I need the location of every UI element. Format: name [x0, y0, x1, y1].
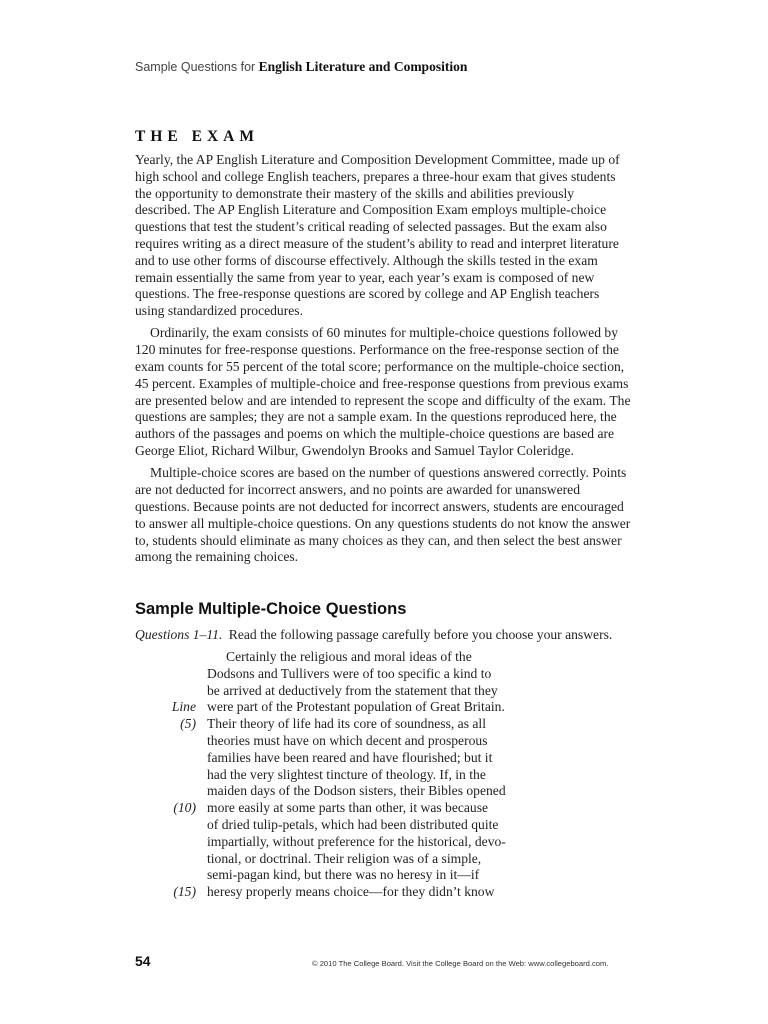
line-text: more easily at some parts than other, it was because: [207, 800, 489, 816]
line-number: [160, 767, 207, 784]
line-number: [160, 733, 207, 750]
passage-line: [160, 683, 560, 700]
line-text: families have been reared and have flourished; but it: [207, 749, 493, 765]
line-text: of dried tulip-petals, which had been distributed quite: [207, 816, 499, 832]
passage-line: [160, 817, 560, 834]
line-number: [160, 683, 207, 700]
line-number: [160, 666, 207, 683]
passage-line: [160, 867, 560, 884]
line-number: [160, 649, 207, 666]
passage-line: [160, 800, 560, 817]
passage-line: [160, 750, 560, 767]
line-number: (5): [180, 716, 196, 732]
passage-line: [160, 716, 560, 733]
line-text: be arrived at deductively from the statement that they: [207, 682, 498, 698]
header-subject: English Literature and Composition: [258, 59, 468, 74]
passage-line: [160, 783, 560, 800]
footer-copyright: © 2010 The College Board. Visit the College Board on the Web: www.collegeboard.com.: [312, 959, 609, 968]
passage-line: [160, 666, 560, 683]
passage-line: [160, 767, 560, 784]
line-text: were part of the Protestant population of Great Britain.: [207, 699, 505, 715]
line-number: [160, 817, 207, 834]
sample-questions-heading: Sample Multiple-Choice Questions: [135, 600, 407, 618]
line-text: heresy properly means choice—for they didn’t know: [207, 884, 495, 900]
paragraph-1: Yearly, the AP English Literature and Composition Development Committee, made up of high school and college English teachers, prepares a three-hour exam that gives students the opportunity to demonstrate their mastery of the skills and abilities previously described. The AP English Literature and Composition Exam employs multiple-choice questions that test the student’s critical reading of selected passages. But the exam also requires writing as a direct measure of the student’s ability to read and interpret literature and to use other forms of discourse effectively. Although the skills tested in the exam remain essentially the same from year to year, each year’s exam is composed of new questions. The free-response questions are scored by college and AP English teachers using standardized procedures.: [135, 152, 620, 319]
line-number: [160, 867, 207, 884]
line-text: had the very slightest tincture of theology. If, in the: [207, 766, 486, 782]
line-text: theories must have on which decent and prosperous: [207, 732, 488, 748]
running-header: [135, 59, 467, 75]
line-text: Certainly the religious and moral ideas of the: [226, 649, 472, 664]
line-text: semi-pagan kind, but there was no heresy in it—if: [207, 867, 480, 883]
paragraph-3: Multiple-choice scores are based on the number of questions answered correctly. Points are not deducted for incorrect answers, and no points are awarded for unanswered questions. Because points are not deducted for incorrect answers, students are encouraged to answer all multiple-choice questions. On any questions students do not know the answer to, students should eliminate as many choices as they can, and then select the best answer among the remaining choices.: [135, 465, 631, 565]
line-number: [160, 750, 207, 767]
passage-line: [160, 649, 560, 666]
question-range-label: Questions 1–11.: [135, 627, 223, 642]
line-number: (10): [173, 800, 196, 816]
line-text: tional, or doctrinal. Their religion was of a simple,: [207, 850, 482, 866]
reading-passage: [160, 649, 560, 901]
line-number: [160, 834, 207, 851]
passage-line: [160, 851, 560, 868]
body-text: [135, 152, 632, 572]
passage-line: [160, 699, 560, 716]
paragraph-2: Ordinarily, the exam consists of 60 minutes for multiple-choice questions followed by 120 minutes for free-response questions. Performance on the free-response section of the exam counts for 55 percent of the total score; performance on the multiple-choice section, 45 percent. Examples of multiple-choice and free-response questions from previous exams are presented below and are intended to represent the scope and difficulty of the exam. The questions are samples; they are not a sample exam. In the questions reproduced here, the authors of the passages and poems on which the multiple-choice questions are based are George Eliot, Richard Wilbur, Gwendolyn Brooks and Samuel Taylor Coleridge.: [135, 325, 631, 459]
line-text: impartially, without preference for the historical, devo-: [207, 833, 506, 849]
section-title: THE EXAM: [135, 128, 259, 145]
page-number: 54: [135, 953, 151, 969]
passage-line: [160, 884, 560, 901]
passage-line: [160, 834, 560, 851]
question-instructions: Read the following passage carefully before you choose your answers.: [228, 627, 613, 642]
line-number: [160, 851, 207, 868]
passage-line: [160, 733, 560, 750]
question-intro: [135, 627, 655, 643]
line-number: [160, 783, 207, 800]
line-text: maiden days of the Dodson sisters, their Bibles opened: [207, 783, 506, 799]
header-prefix: Sample Questions for: [135, 60, 259, 74]
line-text: Their theory of life had its core of soundness, as all: [207, 716, 486, 732]
line-text: Dodsons and Tullivers were of too specific a kind to: [207, 665, 492, 681]
line-number: Line: [171, 699, 196, 715]
line-number: (15): [173, 884, 196, 900]
